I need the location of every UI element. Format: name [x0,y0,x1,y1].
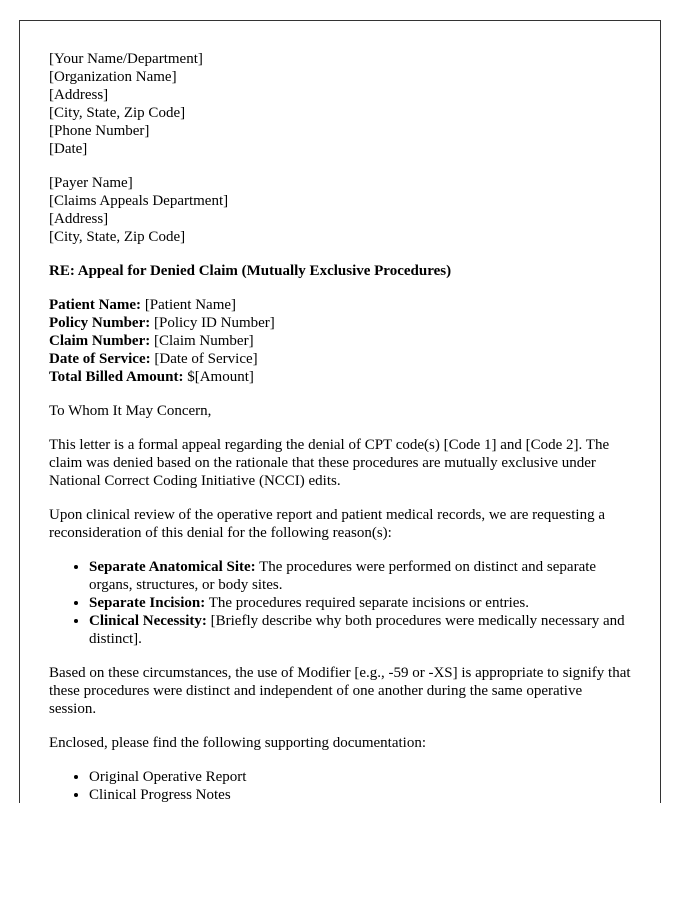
letter-page [19,20,661,803]
detail-value: [Date of Service] [150,351,258,367]
detail-value: [Patient Name] [141,297,237,313]
detail-label: Claim Number: [49,333,151,349]
salutation: To Whom It May Concern, [49,403,212,419]
sender-line: [City, State, Zip Code] [49,105,186,121]
detail-value: [Policy ID Number] [150,315,275,331]
reason-text: The procedures required separate incisions or entries. [205,595,530,611]
list-item [89,612,632,648]
detail-label: Policy Number: [49,315,151,331]
sender-line: [Date] [49,141,88,157]
paragraph-denial: This letter is a formal appeal regarding the denial of CPT code(s) [Code 1] and [Code 2]. The claim was denied based on the rationale that these procedures are mutually exclusive under National Correct Coding Initiative (NCCI) edits. [49,437,610,489]
paragraph-enclosures: Enclosed, please find the following supporting documentation: [49,735,427,751]
detail-value: $[Amount] [183,369,254,385]
paragraph-reconsideration: Upon clinical review of the operative report and patient medical records, we are requesting a reconsideration of this denial for the following reason(s): [49,507,606,541]
reasons-list [49,558,632,648]
recipient-line: [Address] [49,211,109,227]
paragraph-modifier: Based on these circumstances, the use of Modifier [e.g., -59 or -XS] is appropriate to signify that these procedures were distinct and independent of one another during the same operative session. [49,665,631,717]
list-item: • Clinical Progress Notes [89,786,632,803]
sender-line: [Organization Name] [49,69,177,85]
detail-label: Date of Service: [49,351,151,367]
reason-label: Separate Incision: [89,595,206,611]
sender-line: [Your Name/Department] [49,51,203,67]
reason-text: The procedures were performed on distinct and separate organs, structures, or body sites. [89,559,597,593]
list-item [89,558,632,594]
reason-text: [Briefly describe why both procedures were medically necessary and distinct]. [89,613,625,647]
recipient-line: [Claims Appeals Department] [49,193,229,209]
reason-label: Separate Anatomical Site: [89,559,256,575]
recipient-line: [Payer Name] [49,175,133,191]
recipient-block [49,174,632,246]
recipient-line: [City, State, Zip Code] [49,229,186,245]
sender-block [49,50,632,158]
list-item: • Original Operative Report [89,768,632,786]
subject-line: RE: Appeal for Denied Claim (Mutually Exclusive Procedures) [49,263,452,279]
enclosures-list [49,768,632,803]
list-item [89,594,632,612]
detail-label: Patient Name: [49,297,142,313]
claim-details [49,296,632,386]
detail-label: Total Billed Amount: [49,369,184,385]
sender-line: [Address] [49,87,109,103]
reason-label: Clinical Necessity: [89,613,207,629]
sender-line: [Phone Number] [49,123,150,139]
detail-value: [Claim Number] [150,333,254,349]
